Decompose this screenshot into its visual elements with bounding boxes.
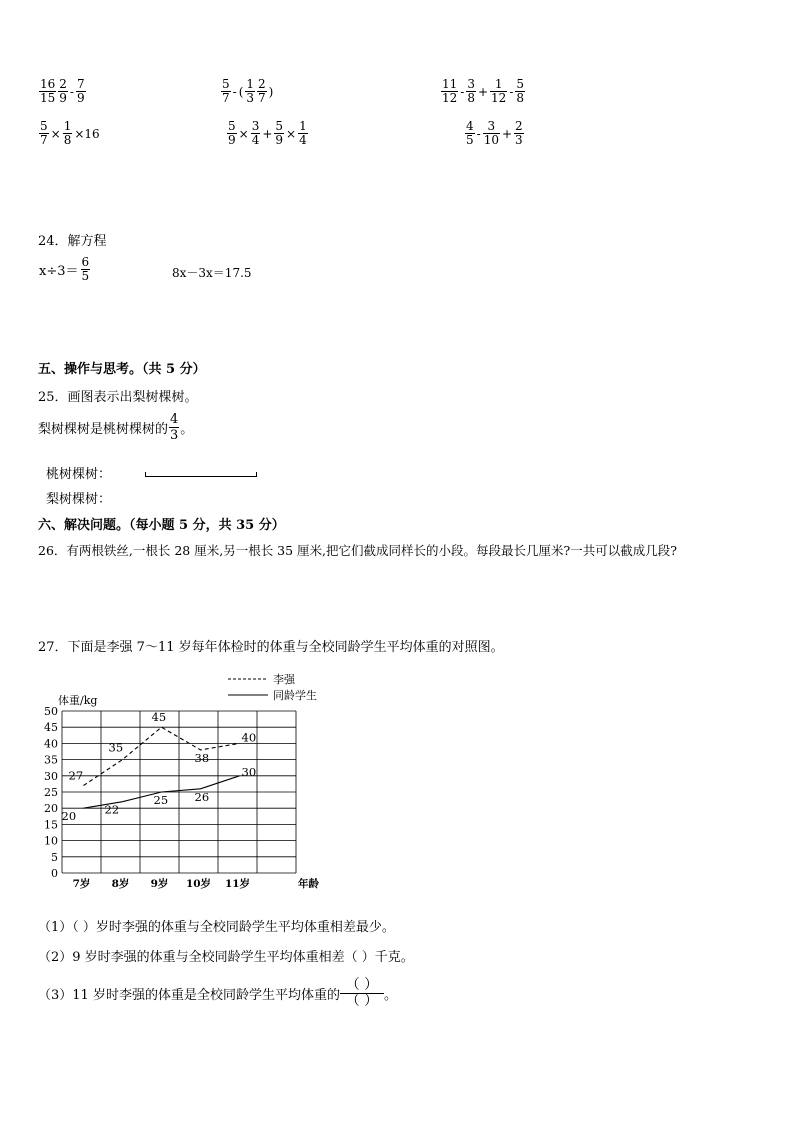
data-label: 35 — [108, 740, 124, 755]
data-label: 30 — [241, 764, 257, 779]
legend-label: 李强 — [273, 673, 295, 686]
y-tick-label: 20 — [44, 802, 58, 816]
section-5-heading: 五、操作与思考。（共 5 分） — [38, 362, 206, 377]
calc-expression-1 — [38, 78, 87, 105]
fraction: $\frac{4}{5}$ — [466, 119, 474, 147]
calc-expression-6 — [464, 120, 525, 147]
equation-2: 8x－3x＝17.5 — [172, 266, 252, 280]
fraction: $\frac{5}{9}$ — [275, 119, 284, 147]
section-6-heading: 六、解决问题。（每小题 5 分，共 35 分） — [38, 518, 285, 533]
chart-legend — [228, 672, 317, 702]
data-label: 20 — [61, 809, 77, 824]
description-text: 梨树棵树是桃树棵树的 — [38, 422, 169, 437]
operator: - — [232, 84, 237, 99]
description-end: 。 — [180, 422, 194, 437]
chart-grid — [62, 711, 296, 873]
fraction: $\frac{2}{3}$ — [515, 119, 523, 147]
fraction: $\frac{3}{4}$ — [251, 119, 260, 147]
x-axis-label: 年龄 — [298, 878, 319, 890]
data-label: 25 — [153, 793, 169, 807]
y-tick-label: 50 — [44, 705, 58, 718]
operator: - — [509, 84, 514, 99]
y-tick-label: 5 — [51, 850, 58, 864]
blank-numerator[interactable]: （ ） — [345, 977, 379, 993]
operator: ×16 — [74, 126, 100, 141]
x-tick-label: 9岁 — [150, 878, 169, 890]
calc-expression-5 — [226, 120, 309, 147]
fraction: $\frac{1}{4}$ — [299, 119, 307, 147]
y-tick-label: 35 — [44, 753, 58, 767]
fraction: $\frac{5}{9}$ — [228, 119, 236, 147]
chart-labels — [44, 693, 319, 890]
operator: - — [460, 84, 465, 99]
peach-segment — [145, 472, 257, 477]
operator: × — [286, 126, 297, 141]
paren: ) — [268, 84, 274, 99]
equation-1 — [38, 256, 91, 283]
question-26-text: 26．有两根铁丝,一根长 28 厘米,另一根长 35 厘米,把它们截成同样长的小段。每段最长几厘米?一共可以截成几段? — [38, 543, 677, 558]
fraction: $\frac{11}{12}$ — [442, 77, 458, 105]
operator: - — [69, 84, 74, 99]
y-axis-label: 体重/kg — [58, 694, 98, 707]
x-tick-label: 8岁 — [111, 878, 130, 890]
data-label: 22 — [104, 802, 120, 817]
fraction: $\frac{1}{8}$ — [63, 119, 72, 147]
calc-expression-4 — [38, 120, 101, 147]
operator: + — [501, 126, 513, 141]
sub-3-end: 。 — [383, 988, 397, 1003]
data-label: 26 — [194, 789, 210, 804]
fraction: $\frac{3}{8}$ — [467, 77, 475, 105]
operator: - — [476, 126, 481, 141]
operator: + — [262, 126, 273, 141]
equation-lhs: x÷3＝ — [39, 264, 79, 279]
question-27-sub-3 — [38, 978, 397, 1009]
y-tick-label: 45 — [44, 721, 58, 735]
operator: × — [238, 126, 249, 141]
fraction: $\frac{2}{7}$ — [258, 77, 266, 105]
fraction: $\frac{1}{3}$ — [246, 77, 255, 105]
question-24-title: 24．解方程 — [38, 234, 107, 249]
peach-label: 桃树棵树： — [46, 467, 112, 482]
y-tick-label: 0 — [51, 867, 58, 880]
x-tick-label: 10岁 — [185, 878, 212, 890]
y-tick-label: 25 — [44, 786, 58, 799]
fraction: $\frac{7}{9}$ — [76, 77, 85, 105]
question-25-title: 25．画图表示出梨树棵树。 — [38, 390, 198, 405]
fraction: $\frac{6}{5}$ — [81, 255, 90, 283]
y-tick-label: 15 — [44, 818, 58, 832]
x-tick-label: 7岁 — [72, 878, 91, 890]
y-tick-label: 10 — [44, 834, 58, 848]
paren: ( — [238, 84, 244, 99]
question-27-sub-1: （1）（ ）岁时李强的体重与全校同龄学生平均体重相差最少。 — [38, 920, 395, 935]
fraction: $\frac{5}{7}$ — [40, 119, 48, 147]
sub-3-text: （3）11 岁时李强的体重是全校同龄学生平均体重的 — [38, 988, 340, 1003]
fraction: $\frac{16}{15}$ — [40, 77, 56, 105]
data-label: 40 — [241, 730, 257, 745]
fraction: $\frac{5}{8}$ — [516, 77, 525, 105]
fraction: $\frac{3}{10}$ — [483, 119, 499, 147]
question-25-description — [38, 412, 193, 443]
x-tick-label: 11岁 — [224, 878, 251, 890]
calc-expression-3 — [440, 78, 526, 105]
question-27-title: 27．下面是李强 7～11 岁每年体检时的体重与全校同龄学生平均体重的对照图。 — [38, 640, 504, 655]
y-tick-label: 30 — [44, 769, 58, 783]
fraction: $\frac{1}{12}$ — [491, 77, 507, 105]
fraction: $\frac{5}{7}$ — [222, 77, 230, 105]
data-label: 27 — [68, 768, 84, 783]
fraction: $\frac{2}{9}$ — [59, 77, 67, 105]
data-label: 45 — [151, 710, 167, 725]
weight-line-chart — [30, 668, 340, 896]
legend-label: 同龄学生 — [273, 689, 317, 702]
operator: × — [50, 126, 61, 141]
question-27-sub-2: （2）9 岁时李强的体重与全校同龄学生平均体重相差（ ）千克。 — [38, 950, 414, 965]
calc-expression-2 — [220, 78, 274, 105]
blank-denominator[interactable]: （ ） — [340, 993, 384, 1009]
data-label: 38 — [194, 750, 210, 765]
y-tick-label: 40 — [44, 737, 58, 751]
operator: + — [477, 84, 489, 99]
series-line — [84, 727, 240, 785]
fraction: $\frac{4}{3}$ — [170, 412, 179, 443]
blank-fraction[interactable] — [340, 978, 384, 1009]
pear-label: 梨树棵树： — [46, 492, 112, 507]
